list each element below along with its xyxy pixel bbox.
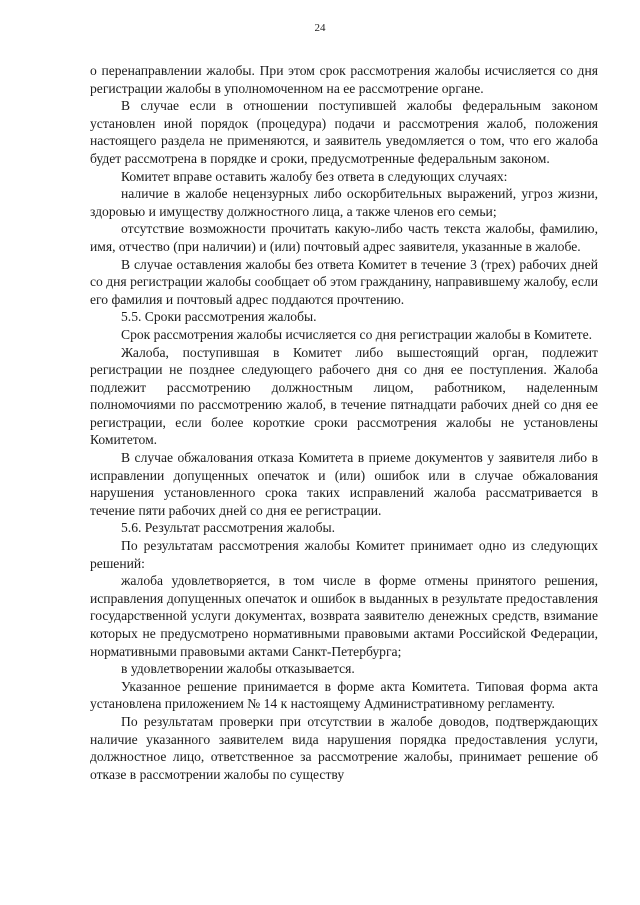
paragraph-8: Срок рассмотрения жалобы исчисляется со дня регистрации жалобы в Комитете. [121, 326, 593, 342]
paragraph-14: в удовлетворении жалобы отказывается. [121, 661, 355, 677]
document-body [90, 62, 598, 783]
paragraph-13: жалоба удовлетворяется, в том числе в форме отмены принятого решения, исправления допущенных опечаток и ошибок в выданных в результате предоставления государственной услуги документах, возврата заявителю денежных средств, взимание которых не предусмотрено нормативными правовыми актами Российской Федерации, нормативными правовыми актами Санкт-Петербурга; [90, 573, 598, 659]
paragraph-5: отсутствие возможности прочитать какую-либо часть текста жалобы, фамилию, имя, отчество (при наличии) и (или) почтовый адрес заявителя, указанные в жалобе. [90, 221, 598, 254]
paragraph-1: о перенаправлении жалобы. При этом срок рассмотрения жалобы исчисляется со дня регистрации жалобы в уполномоченном на ее рассмотрение органе. [90, 63, 598, 96]
paragraph-2: В случае если в отношении поступившей жалобы федеральным законом установлен иной порядок (процедура) подачи и рассмотрения жалоб, положения настоящего раздела не применяются, и заявитель уведомляется о том, что его жалоба будет рассмотрена в порядке и сроки, предусмотренные федеральным законом. [90, 98, 598, 166]
paragraph-10: В случае обжалования отказа Комитета в приеме документов у заявителя либо в исправлении допущенных опечаток и (или) ошибок или в случае обжалования нарушения установленного срока таких исправлений жалоба рассматривается в течение пяти рабочих дней со дня ее регистрации. [90, 450, 598, 518]
paragraph-3: Комитет вправе оставить жалобу без ответа в следующих случаях: [121, 168, 508, 184]
paragraph-16: По результатам проверки при отсутствии в жалобе доводов, подтверждающих наличие указанного заявителем вида нарушения порядка предоставления услуги, должностное лицо, ответственное за рассмотрение жалобы, принимает решение об отказе в рассмотрении жалобы по существу [90, 713, 598, 782]
paragraph-6: В случае оставления жалобы без ответа Комитет в течение 3 (трех) рабочих дней со дня регистрации жалобы сообщает об этом гражданину, направившему жалобу, если его фамилия и почтовый адрес поддаются прочтению. [90, 256, 598, 307]
section-heading-5-6: 5.6. Результат рассмотрения жалобы. [121, 520, 336, 536]
paragraph-9: Жалоба, поступившая в Комитет либо вышестоящий орган, подлежит регистрации не позднее следующего рабочего дня со дня ее поступления. Жалоба подлежит рассмотрению должностным лицом, работником, наделенным полномочиями по рассмотрению жалоб, в течение пятнадцати рабочих дней со дня ее регистрации, если более короткие сроки рассмотрения жалобы не установлены Комитетом. [90, 344, 598, 448]
page-number: 24 [314, 22, 326, 34]
paragraph-15: Указанное решение принимается в форме акта Комитета. Типовая форма акта установлена приложением № 14 к настоящему Административному регламенту. [90, 678, 598, 712]
paragraph-4: наличие в жалобе нецензурных либо оскорбительных выражений, угроз жизни, здоровью и имуществу должностного лица, а также членов его семьи; [90, 186, 598, 219]
section-heading-5-5: 5.5. Сроки рассмотрения жалобы. [121, 309, 317, 325]
paragraph-12: По результатам рассмотрения жалобы Комитет принимает одно из следующих решений: [90, 538, 598, 571]
